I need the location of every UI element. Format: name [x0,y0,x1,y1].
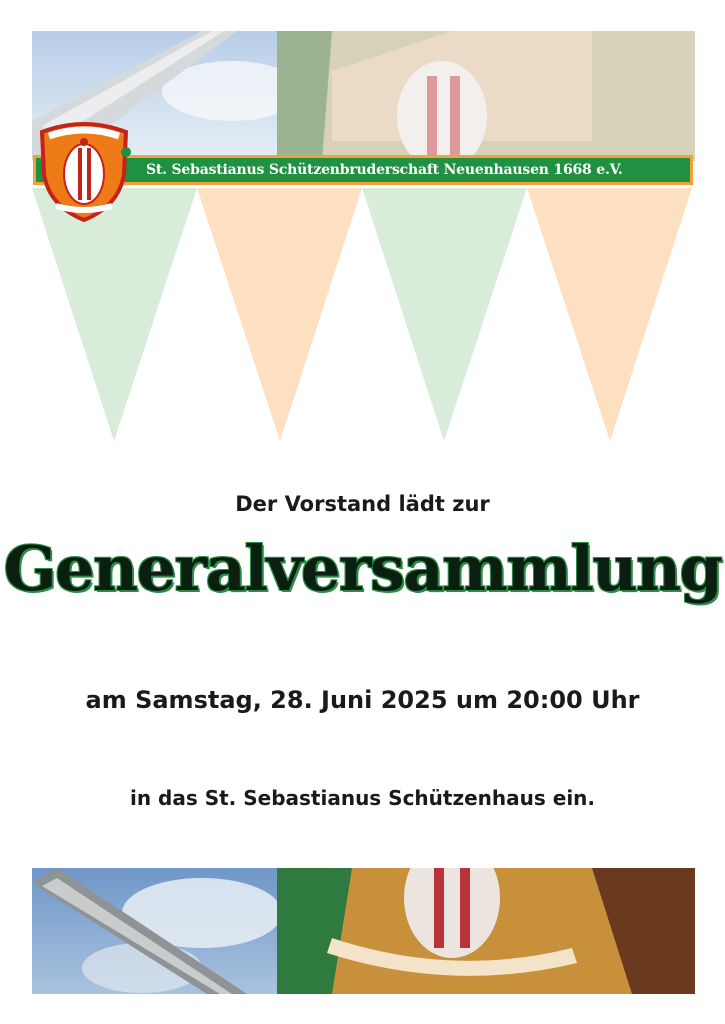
pennant-green-1 [32,188,197,441]
pennant-orange-1 [197,188,362,441]
pennant-green-2 [362,188,527,441]
organization-name: St. Sebastianus Schützenbruderschaft Neuenhausen 1668 e.V. [146,162,623,178]
pennant-orange-2 [527,188,692,441]
coat-of-arms-icon [34,114,134,224]
event-date: am Samstag, 28. Juni 2025 um 20:00 Uhr [85,686,640,714]
invitation-intro: Der Vorstand lädt zur [235,492,490,516]
event-title: Generalversammlung [3,532,722,605]
event-venue: in das St. Sebastianus Schützenhaus ein. [129,786,596,810]
pennant-garland [32,188,695,443]
bottom-banner-photo [32,868,695,994]
